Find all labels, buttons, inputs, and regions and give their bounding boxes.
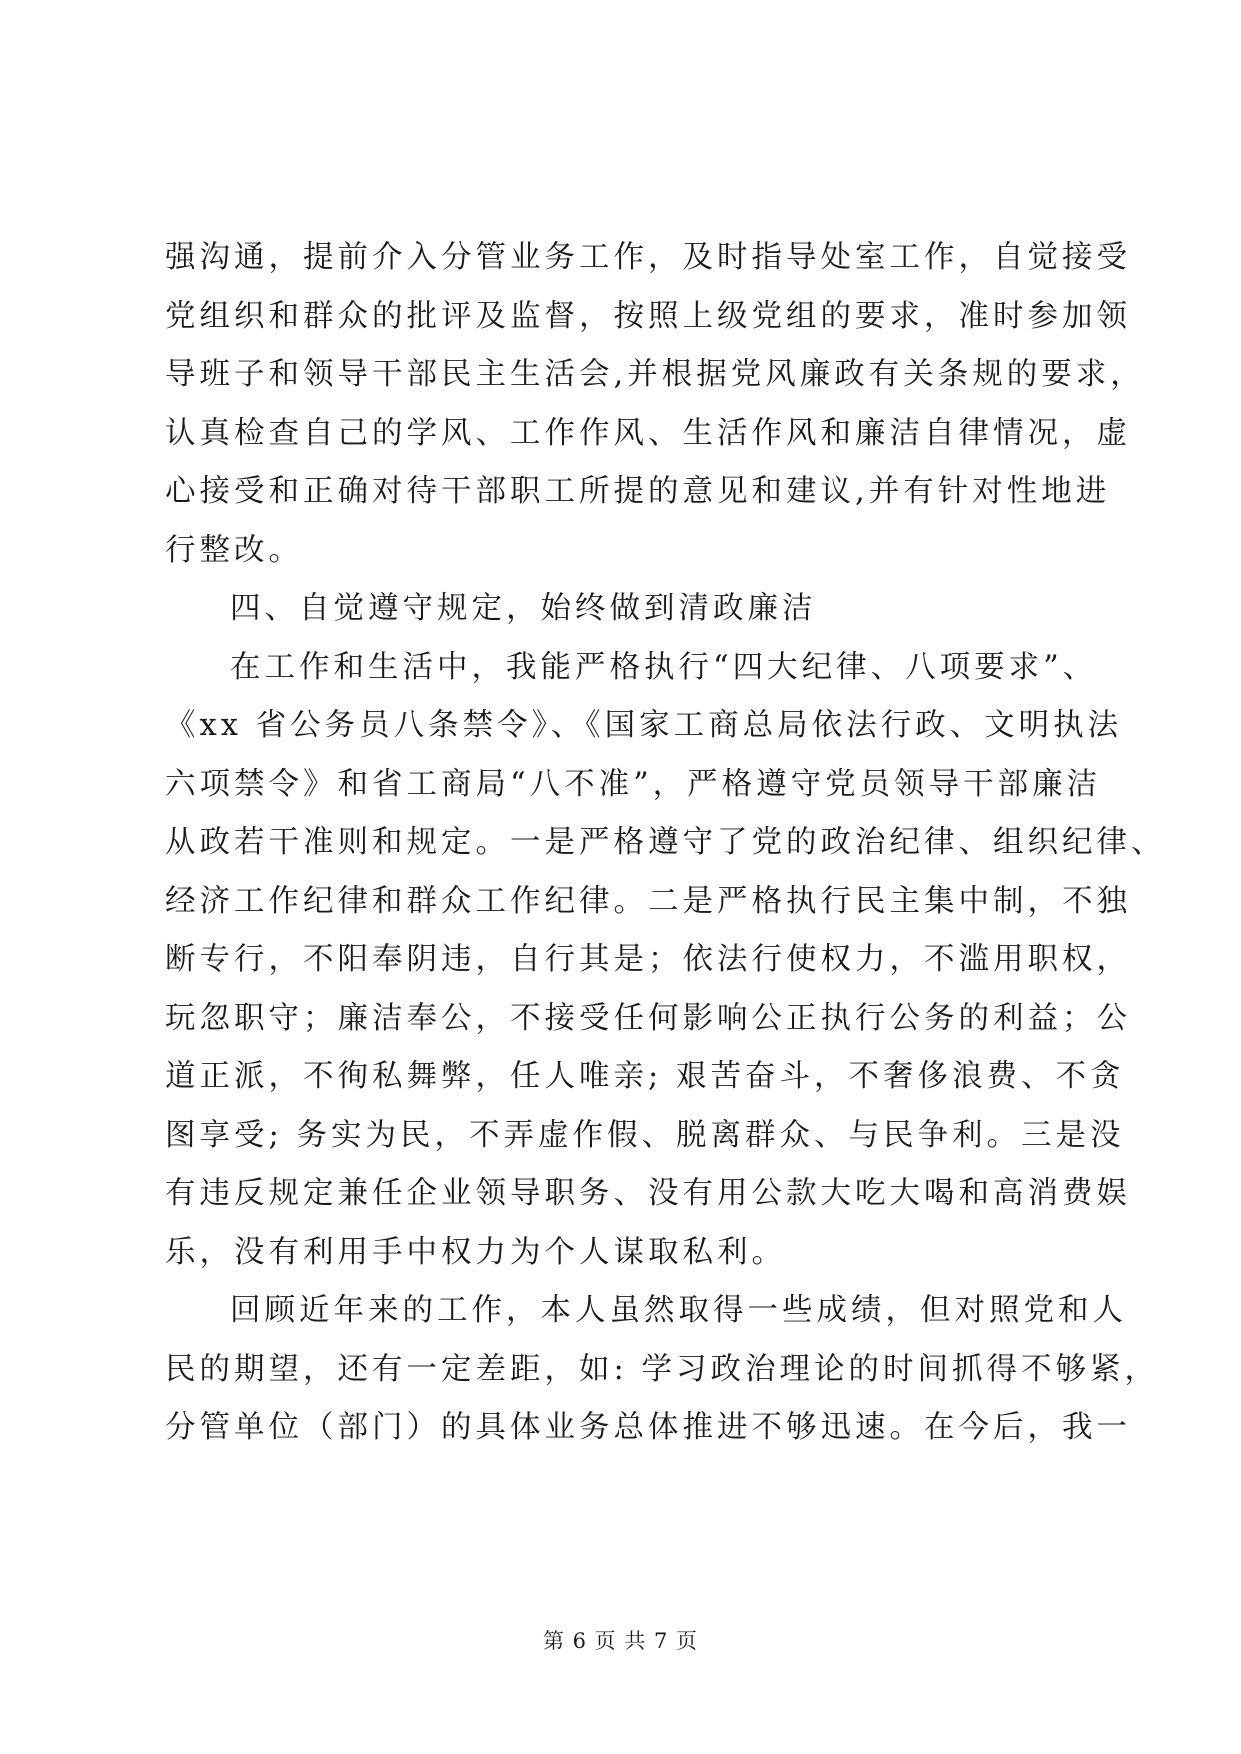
text-line: 行整改。 — [165, 532, 303, 568]
text-line: 六项禁令》和省工商局“八不准”，严格遵守党员领导干部廉洁 — [165, 766, 1102, 802]
section-heading: 四、自觉遵守规定，始终做到清政廉洁 — [230, 591, 817, 626]
text-line: 分管单位（部门）的具体业务总体推进不够迅速。在今后，我一 — [165, 1410, 1131, 1445]
text-line: 从政若干准则和规定。一是严格遵守了党的政治纪律、组织纪律、 — [165, 825, 1166, 860]
text-line: 经济工作纪律和群众工作纪律。二是严格执行民主集中制，不独 — [165, 883, 1131, 919]
text-line: 《xx 省公务员八条禁令》、《国家工商总局依法行政、文明执法 — [165, 708, 1123, 743]
text-line: 导班子和领导干部民主生活会,并根据党风廉政有关条规的要求， — [165, 357, 1145, 392]
text-line: 有违反规定兼任企业领导职务、没有用公款大吃大喝和高消费娱 — [165, 1176, 1131, 1211]
text-line: 心接受和正确对待干部职工所提的意见和建议,并有针对性地进 — [165, 474, 1111, 509]
text-line: 回顾近年来的工作，本人虽然取得一些成绩，但对照党和人 — [230, 1293, 1127, 1328]
text-line: 民的期望，还有一定差距，如: 学习政治理论的时间抓得不够紧， — [165, 1351, 1159, 1387]
text-line: 玩忽职守；廉洁奉公，不接受任何影响公正执行公务的利益；公 — [165, 1000, 1131, 1036]
text-line: 认真检查自己的学风、工作作风、生活作风和廉洁自律情况，虚 — [165, 415, 1131, 451]
text-line: 强沟通，提前介入分管业务工作，及时指导处室工作，自觉接受 — [165, 240, 1131, 275]
document-body — [165, 229, 1166, 1458]
text-line: 图享受; 务实为民，不弄虚作假、脱离群众、与民争利。三是没 — [165, 1117, 1125, 1153]
page-number-footer: 第 6 页 共 7 页 — [542, 1629, 699, 1653]
text-line: 党组织和群众的批评及监督，按照上级党组的要求，准时参加领 — [165, 298, 1131, 334]
text-line: 在工作和生活中，我能严格执行“四大纪律、八项要求”、 — [230, 649, 1098, 685]
text-line: 道正派，不徇私舞弊，任人唯亲; 艰苦奋斗，不奢侈浪费、不贪 — [165, 1059, 1125, 1094]
text-line: 乐，没有利用手中权力为个人谋取私利。 — [165, 1234, 786, 1270]
text-line: 断专行，不阳奉阴违，自行其是；依法行使权力，不滥用职权， — [165, 942, 1131, 977]
